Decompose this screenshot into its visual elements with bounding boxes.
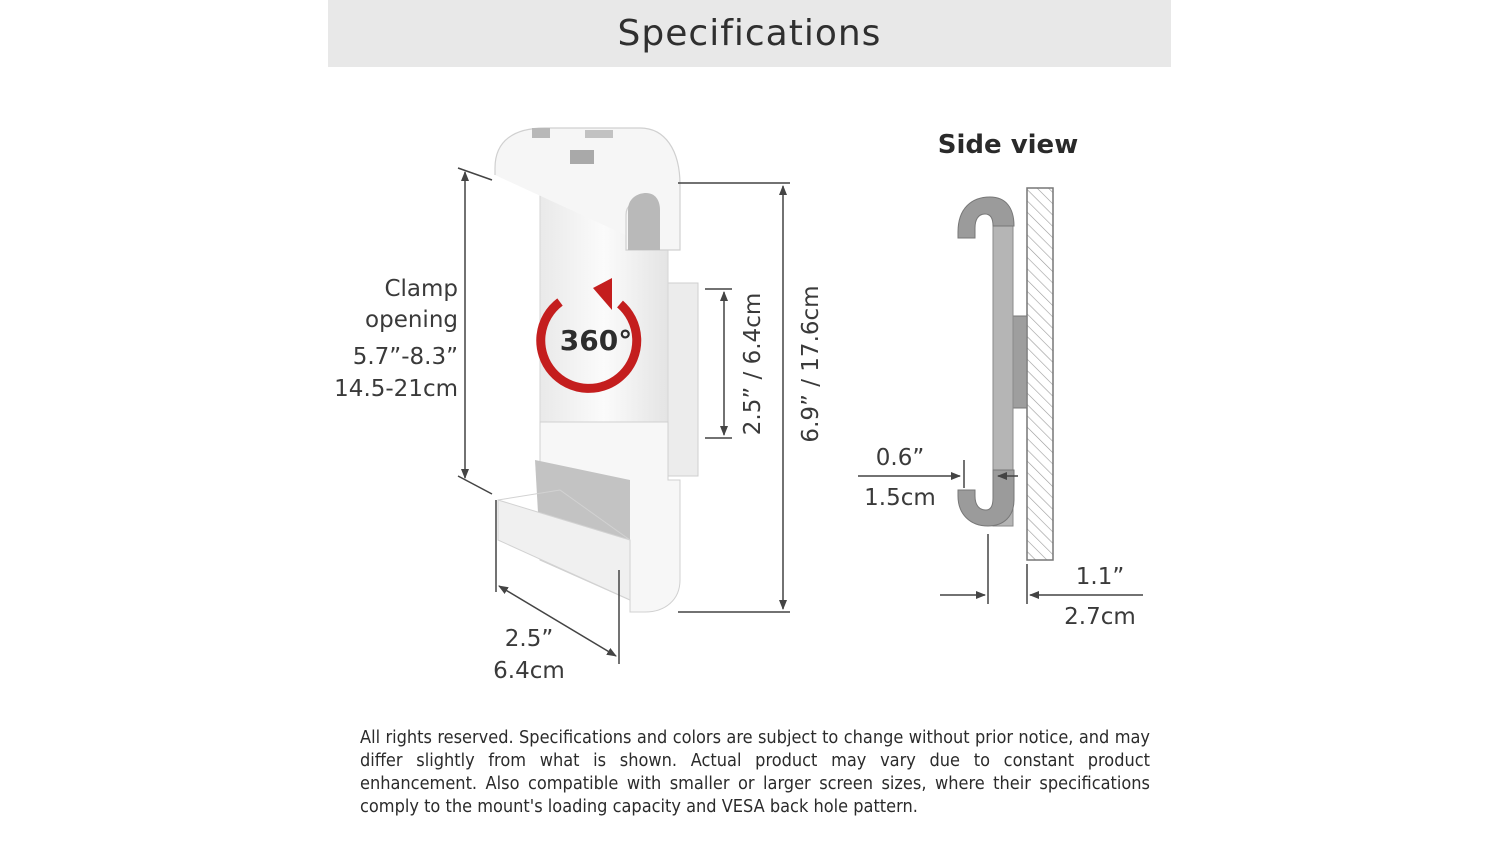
lip-cm-label: 1.5cm [864, 485, 936, 511]
clamp-range-cm: 14.5-21cm [334, 376, 458, 402]
depth-cm-label: 2.7cm [1064, 604, 1136, 630]
top-slot-center [570, 150, 594, 164]
plate-height-dimension [705, 289, 766, 438]
clamp-range-inches: 5.7”-8.3” [352, 344, 458, 370]
rotation-label: 360° [559, 324, 633, 357]
width-cm-label: 6.4cm [493, 658, 565, 684]
front-view-mount [495, 128, 698, 612]
wall-hatched [1027, 188, 1053, 560]
top-slot-right [585, 130, 613, 138]
disclaimer-text: All rights reserved. Specifications and colors are subject to change without prior notice, and may differ slightly from what is shown. Actual product may vary due to constant product enhancement. Also compatible with smaller or larger screen sizes, where their specifications comply to the mount's loading capacity and VESA back hole pattern. [360, 727, 1150, 817]
width-inches-label: 2.5” [504, 626, 554, 652]
page-title: Specifications [617, 13, 882, 54]
clamp-opening-dimension [334, 168, 492, 494]
side-view-title: Side view [937, 130, 1079, 160]
side-mount-plate [1013, 316, 1027, 408]
depth-inches-label: 1.1” [1075, 564, 1125, 590]
top-slot-left [532, 128, 550, 138]
plate-height-label: 2.5” / 6.4cm [740, 292, 766, 436]
side-view-profile [958, 188, 1053, 560]
lip-inches-label: 0.6” [875, 445, 925, 471]
clamp-label-line2: opening [365, 307, 458, 333]
back-plate [668, 283, 698, 476]
clamp-label-line1: Clamp [384, 276, 458, 302]
total-height-label: 6.9” / 17.6cm [798, 285, 824, 443]
side-bottom-hook [958, 470, 1014, 526]
top-hook-inner [628, 193, 660, 250]
